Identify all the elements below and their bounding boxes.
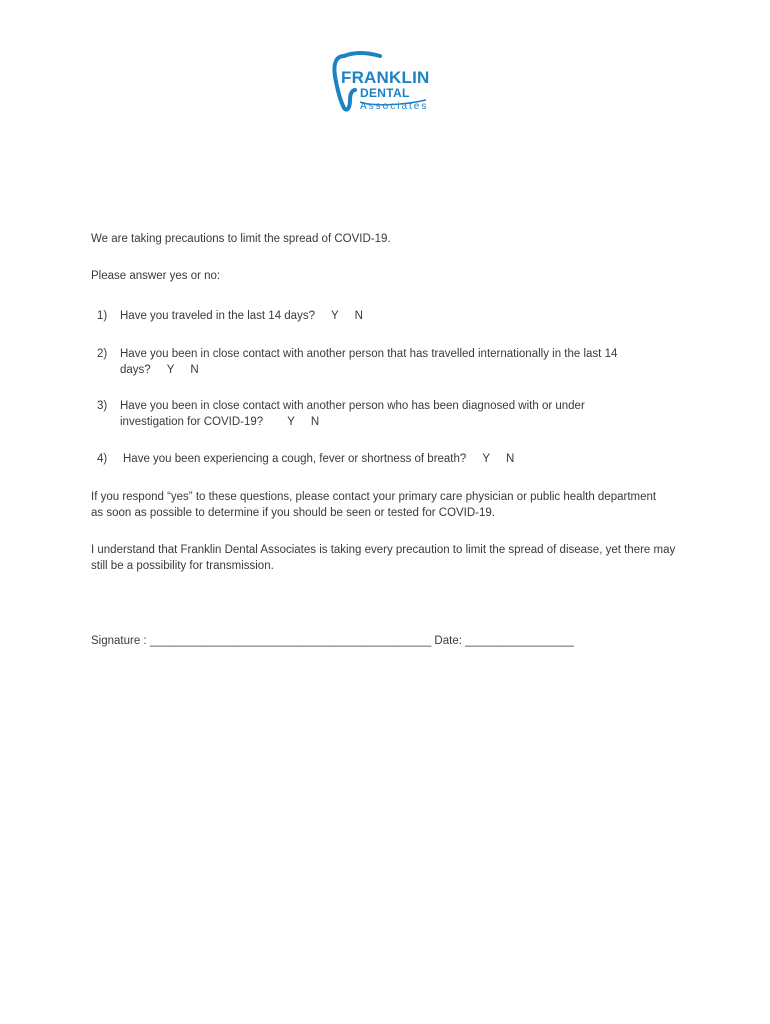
question-1 [120, 309, 680, 325]
question-3 [120, 399, 680, 430]
question-2-text-line1: Have you been in close contact with another person that has travelled internationally in the last 14 [120, 348, 618, 360]
question-4-no[interactable]: N [505, 453, 515, 465]
question-4 [123, 452, 683, 468]
answer-prompt: Please answer yes or no: [91, 270, 221, 282]
question-2-text-line2: days? [120, 363, 151, 376]
respond-note: If you respond “yes” to these questions, please contact your primary care physician or public health department as soon as possible to determine if you should be seen or tested for COVID-19. [91, 491, 657, 519]
intro-text: We are taking precautions to limit the spread of COVID-19. [91, 233, 391, 245]
question-3-no[interactable]: N [310, 415, 320, 428]
question-1-no[interactable]: N [354, 310, 363, 322]
question-3-yes[interactable]: Y [287, 415, 295, 428]
question-2 [120, 347, 680, 378]
question-1-number: 1) [97, 310, 108, 322]
question-1-yes[interactable]: Y [330, 310, 339, 322]
logo-wordmark-franklin: FRANKLIN [341, 68, 430, 87]
question-3-number: 3) [97, 400, 108, 412]
question-4-number: 4) [97, 453, 108, 465]
question-2-no[interactable]: N [190, 363, 199, 376]
question-3-text-line2: investigation for COVID-19? [120, 415, 264, 428]
logo-wordmark-dental: DENTAL [360, 86, 410, 100]
logo-wordmark-associates: Associates [360, 101, 429, 112]
question-4-text: Have you been experiencing a cough, fever or shortness of breath? [123, 453, 467, 465]
question-2-number: 2) [97, 348, 108, 360]
question-2-yes[interactable]: Y [166, 363, 175, 376]
signature-date-field[interactable]: Signature : ____________________________________________ Date: _________________ [91, 635, 574, 647]
question-3-text-line1: Have you been in close contact with another person who has been diagnosed with or under [120, 400, 585, 412]
acknowledgement-text: I understand that Franklin Dental Associates is taking every precaution to limit the spread of disease, yet there may still be a possibility for transmission. [91, 544, 676, 572]
question-1-text: Have you traveled in the last 14 days? [120, 310, 315, 322]
question-4-yes[interactable]: Y [482, 453, 490, 465]
